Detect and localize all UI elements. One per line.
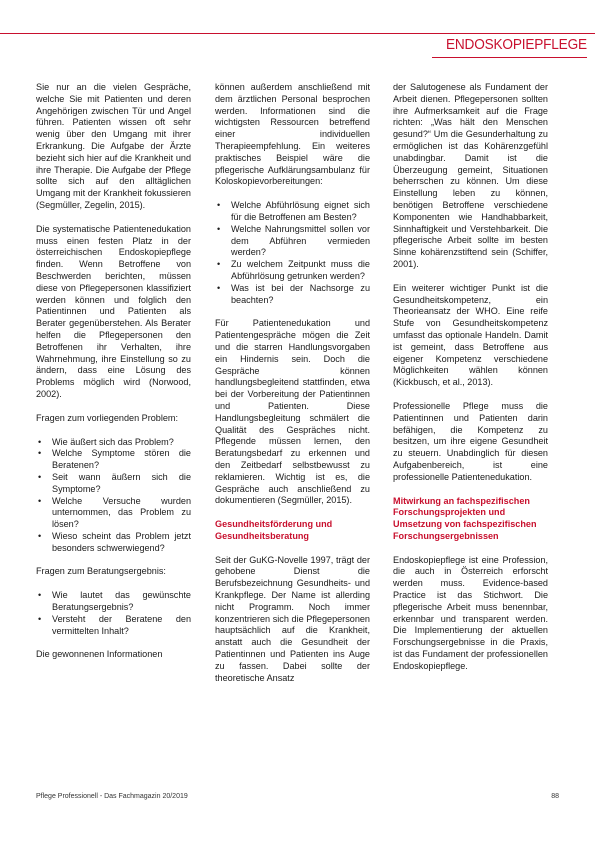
column-2	[215, 82, 370, 696]
column-1	[36, 82, 191, 673]
list-item: • Wieso scheint das Problem jetzt besonders schwerwiegend?	[36, 531, 191, 555]
list-item: • Welche Symptome stören die Beratenen?	[36, 448, 191, 472]
top-accent-rule	[0, 33, 595, 34]
problem-questions-list	[36, 437, 191, 555]
list-item: • Zu welchem Zeitpunkt muss die Abführlösung getrunken werden?	[215, 259, 370, 283]
column-3	[393, 82, 548, 685]
paragraph: Professionelle Pflege muss die Patientinnen und Patienten darin befähigen, die Kompetenz zu besitzen, um ihre eigene Gesundheit zu steuern. Unabdinglich für diesen Aufgabenbereich, ist eine professionelle Patientenedukation.	[393, 400, 548, 482]
paragraph: Für Patientenedukation und Patientengespräche mögen die Zeit und die starren Handlungsvorgaben ein Hindernis sein. Doch die Gespräche können handlungsbegleitend stattfinden, etwa bei der Vorbereitung der Patientinnen und Patienten. Diese Handlungsbegleitung schmälert die Qualität des Gespräches nicht. Pflegende müssen lernen, den Beratungsbedarf zu erkennen und den Zeitbedarf selbstbewusst zu reklamieren. Wichtig ist es, die Gespräche auch anschließend zu dokumentieren (Segmüller, 2015).	[215, 318, 370, 506]
paragraph: Ein weiterer wichtiger Punkt ist die Gesundheitskompetenz, ein Theorieansatz der WHO. Eine reife Stufe von Gesundheitskompetenz umfasst das optionale Handeln. Damit ist gemeint, dass Betroffene aus eigener Kompetenz verschiedene Möglichkeiten wählen können (Kickbusch, et al., 2013).	[393, 282, 548, 388]
result-questions-list	[36, 590, 191, 637]
paragraph: Seit der GuKG-Novelle 1997, trägt der gehobene Dienst die Berufsbezeichnung Gesundheits- und Krankpflege. Der Name ist allerding nicht Programm. Noch immer konzentrieren sich die Pflegepersonen hauptsächlich auf die Krankheit, anstatt auch die Gesundheit der Patientinnen und Patienten ins Auge zu fassen. Dabei sollte der theoretische Ansatz	[215, 554, 370, 683]
list-item: • Seit wann äußern sich die Symptome?	[36, 472, 191, 496]
page-number: 88	[551, 793, 559, 800]
paragraph: können außerdem anschließend mit dem ärztlichen Personal besprochen werden. Informationen sind die wichtigsten Ressourcen betreffend einer individuellen Therapieempfehlung. Ein weiteres praktisches Beispiel wäre die pflegerische Aufklärungsambulanz für Koloskopievorbereitungen:	[215, 82, 370, 187]
list-item: • Versteht der Beratene den vermittelten Inhalt?	[36, 614, 191, 638]
paragraph: Die systematische Patientenedukation muss einen festen Platz in der österreichischen Endoskopiepflege finden. Wenn Betroffene von Beschwerden berichten, müssen diese von Pflegepersonen klassifiziert werden können und folglich den Patientinnen und Patienten als Berater gegenüberstehen. Als Berater helfen die Pflegepersonen den Betroffenen ihr Verhalten, ihre Wahrnehmung, ihre Einstellung so zu ändern, dass eine Lösung des Problems möglich wird (Norwood, 2002).	[36, 223, 191, 399]
list-item: • Welche Nahrungsmittel sollen vor dem Abführen vermieden werden?	[215, 224, 370, 259]
paragraph: Fragen zum vorliegenden Problem:	[36, 412, 179, 423]
section-heading: Gesundheitsförderung und Gesundheitsberatung	[215, 519, 333, 541]
paragraph: Sie nur an die vielen Gespräche, welche Sie mit Patienten und deren Angehörigen zwischen Tür und Angel führen. Patienten wissen oft sehr wenig über den Umgang mit ihrer Erkrankung. Die Aufgabe der Ärzte bezieht sich hier auf die Krankheit und ihre Therapie. Die Aufgabe der Pflege sollte sich auf den alltäglichen Umgang mit der Krankheit fokussieren (Segmüller, Zegelin, 2015).	[36, 82, 191, 210]
list-item: • Wie äußert sich das Problem?	[36, 437, 191, 449]
colonoscopy-questions-list	[215, 200, 370, 306]
section-title: ENDOSKOPIEPFLEGE	[446, 37, 587, 53]
paragraph: Fragen zum Beratungsergebnis:	[36, 566, 166, 577]
footer-publication: Pflege Professionell - Das Fachmagazin 20/2019	[36, 793, 188, 800]
list-item: • Wie lautet das gewünschte Beratungsergebnis?	[36, 590, 191, 614]
paragraph: der Salutogenese als Fundament der Arbeit dienen. Pflegepersonen sollten ihre Aufmerksamkeit auf die Frage richten: „Was hält den Menschen gesund?“ Um die Gesunderhaltung zu ermöglichen ist das Kohärenzgefühl unabdingbar. Damit ist die Überzeugung gemeint, Situationen beherrschen zu können. Um diese Einstellung leben zu können, benötigen Betroffene verschiedene Komponenten wie Handhabbarkeit, Sinnhaftigkeit und Verstehbarkeit. Die pflegerische Arbeit sollte im besten Sinne kohärenzstiftend sein (Schiffer, 2001).	[393, 82, 548, 269]
paragraph: Endoskopiepflege ist eine Profession, die auch in Österreich erforscht werden muss. Evidence-based Practice ist das Stichwort. Die pflegerische Arbeit muss benennbar, erkennbar und transparent werden. Die Implementierung der aktuellen Forschungsergebnisse in die Praxis, ist das Fundament der professionellen Endoskopiepflege.	[393, 554, 548, 671]
list-item: • Welche Versuche wurden unternommen, das Problem zu lösen?	[36, 496, 191, 531]
section-title-underline	[432, 57, 587, 58]
paragraph: Die gewonnenen Informationen	[36, 649, 163, 660]
section-heading: Mitwirkung an fachspezifischen Forschungsprojekten und Umsetzung von fachspezifischen Forschungsergebnissen	[393, 495, 537, 541]
list-item: • Was ist bei der Nachsorge zu beachten?	[215, 283, 370, 307]
list-item: • Welche Abführlösung eignet sich für die Betroffenen am Besten?	[215, 200, 370, 224]
